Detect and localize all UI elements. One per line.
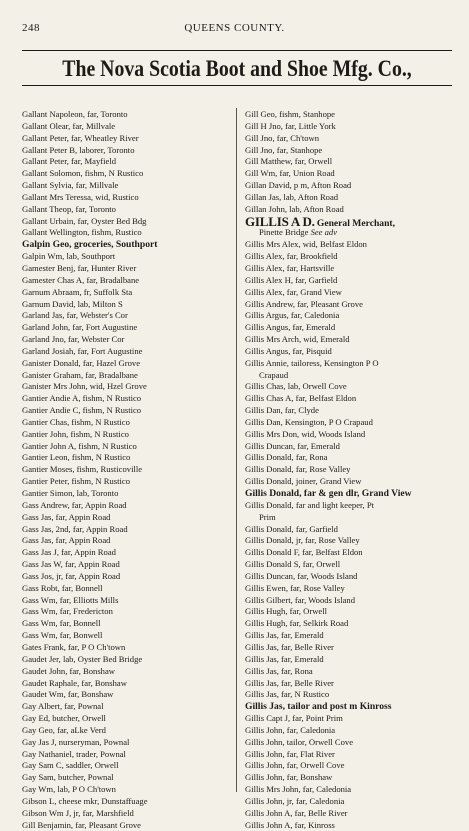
directory-entry: Gill Matthew, far, Orwell [245, 156, 333, 167]
directory-entry: Ganister Donald, far, Hazel Grove [22, 357, 141, 368]
directory-entry: Ganister Mrs John, wid, Hzel Grove [22, 381, 147, 392]
directory-entry: Gillis Ewen, far, Rose Valley [245, 582, 345, 593]
directory-entry: Gillis Mrs Don, wid, Woods Island [245, 428, 366, 439]
directory-entry: Gaudet John, far, Bonshaw [22, 665, 115, 676]
directory-entry: Gillis Angus, far, Emerald [245, 322, 336, 333]
directory-entry: Gillis John, tailor, Orwell Cove [245, 736, 354, 747]
directory-entry: Gill Benjamin, far, Pleasant Grove [22, 819, 141, 830]
directory-entry: Gay Jas J, nurseryman, Pownal [22, 736, 130, 747]
banner-title: The Nova Scotia Boot and Shoe Mfg. Co., [62, 56, 412, 81]
directory-entry: Gillis John, far, Orwell Cove [245, 760, 345, 771]
directory-entry: Gillan John, lab, Afton Road [245, 203, 344, 214]
directory-entry: Gillis John, far, Bonshaw [245, 772, 333, 783]
directory-entry: Gillis Jas, far, Emerald [245, 653, 324, 664]
directory-entry: Gillis Angus, far, Pisquid [245, 345, 332, 356]
merchant-ad-name: GILLIS A D. [245, 213, 315, 229]
directory-entry: Gillis Annie, tailoress, Kensington P O [245, 357, 379, 368]
directory-entry: Gantier Peter, fishm, N Rustico [22, 476, 131, 487]
directory-entry: Gay Sam C, saddler, Orwell [22, 760, 119, 771]
directory-entry: Gallant Sylvia, far, Millvale [22, 180, 119, 191]
directory-entry: Gillis Donald, joiner, Grand View [245, 476, 362, 487]
directory-entry: Gillis Dan, far, Clyde [245, 405, 319, 416]
directory-entry: Gallant Napoleon, far, Toronto [22, 109, 128, 119]
directory-entry: Gallant Peter, far, Wheatley River [22, 132, 139, 143]
directory-entry: Gill Jno, far, Stanhope [245, 144, 323, 155]
directory-entry: Gillis Gilbert, far, Woods Island [245, 594, 356, 605]
directory-entry: Gillis Andrew, far, Pleasant Grove [245, 298, 363, 309]
directory-entry: Gillan David, p m, Afton Road [245, 180, 352, 191]
directory-entry: Gass Wm, far, Elliotts Mills [22, 594, 119, 605]
directory-entry: Gillis Mrs Arch, wid, Emerald [245, 334, 350, 345]
directory-entry: Gamester Benj, far, Hunter River [22, 262, 137, 273]
directory-entry: Gass Jas, 2nd, far, Appin Road [22, 523, 128, 534]
directory-entry: Gillis Jas, far, Rona [245, 665, 313, 676]
right-column-top [245, 109, 455, 216]
right-column [245, 109, 455, 830]
directory-entry: Gillis Capt J, far, Point Prim [245, 713, 343, 724]
directory-entry: Gillis Jas, far, Belle River [245, 641, 334, 652]
directory-entry: Gay Geo, far, aLke Verd [22, 724, 106, 735]
directory-entry-continuation: Crapaud [259, 369, 289, 380]
directory-entry: Gillis Donald F, far, Belfast Eldon [245, 547, 363, 558]
directory-entry: Gates Frank, far, P O Ch'town [22, 641, 126, 652]
directory-entry: Gallant Olear, far, Millvale [22, 120, 116, 131]
directory-entry: Gay Sam, butcher, Pownal [22, 772, 114, 783]
directory-entry: Gillan Jas, lab, Afton Road [245, 191, 339, 202]
directory-entry: Gay Albert, far, Pownal [22, 701, 104, 712]
directory-entry: Gass Jas, far, Appin Road [22, 511, 111, 522]
directory-entry: Gillis Duncan, far, Woods Island [245, 570, 358, 581]
directory-entry: Gaudet Jer, lab, Oyster Bed Bridge [22, 653, 143, 664]
directory-entry: Gillis Argus, far, Caledonia [245, 310, 340, 321]
directory-entry: Gay Ed, butcher, Orwell [22, 713, 106, 724]
directory-entry: Garland Josiah, far, Fort Augustine [22, 345, 143, 356]
directory-entry: Gillis John, far, Caledonia [245, 724, 336, 735]
directory-entry: Gass Robt, far, Bonnell [22, 582, 103, 593]
directory-entry: Gallant Wellington, fishm, Rustico [22, 227, 142, 238]
directory-entry: Garnum Abraam, fr, Suffolk Sta [22, 286, 133, 297]
directory-entry: Gill Geo, fishm, Stanhope [245, 109, 335, 119]
directory-entry: Gillis Chas, lab, Orwell Cove [245, 381, 347, 392]
directory-entry: Gantier Andie A, fishm, N Rustico [22, 393, 142, 404]
directory-entry: Gantier John A, fishm, N Rustico [22, 440, 137, 451]
advertisement-banner [22, 50, 452, 86]
directory-entry: Gass Jas W, far, Appin Road [22, 559, 120, 570]
directory-entry: Gill Wm, far, Union Road [245, 168, 335, 179]
directory-entry: Gallant Peter, far, Mayfield [22, 156, 117, 167]
directory-entry: Gillis Donald, far, Rona [245, 452, 328, 463]
directory-entry: Gantier John, fishm, N Rustico [22, 428, 129, 439]
directory-entry: Gallant Theop, far, Toronto [22, 203, 116, 214]
merchant-ad-note: See adv [310, 227, 338, 238]
merchant-ad-place-line [245, 227, 455, 239]
left-column [22, 109, 227, 830]
directory-entry: Gillis Donald, far & gen dlr, Grand View [245, 488, 412, 499]
page-header [22, 22, 447, 36]
directory-entry: Gill H Jno, far, Little York [245, 120, 336, 131]
directory-entry: Gillis Donald, jr, far, Rose Valley [245, 535, 360, 546]
directory-entry: Gillis Jas, tailor and post m Kinross [245, 701, 392, 713]
directory-entry: Gillis Duncan, far, Emerald [245, 440, 340, 451]
directory-entry: Gill Jno, far, Ch'town [245, 132, 320, 143]
directory-entry: Garland Jas, far, Webster's Cor [22, 310, 128, 321]
merchant-ad-trade: General Merchant, [316, 217, 396, 229]
directory-entry: Gillis Jas, far, Emerald [245, 630, 324, 641]
directory-entry: Ganister Graham, far, Bradalbane [22, 369, 138, 380]
directory-entry: Gillis Alex H, far, Garfield [245, 274, 338, 285]
directory-entry: Garnum David, lab, Milton S [22, 298, 123, 309]
directory-entry: Gass Andrew, far, Appin Road [22, 499, 127, 510]
directory-entry: Gallant Peter B, laborer, Toronto [22, 144, 135, 155]
right-column-entries [245, 239, 455, 831]
directory-entry: Gillis Mrs Alex, wid, Belfast Eldon [245, 239, 367, 250]
directory-entry: Gallant Solomon, fishm, N Rustico [22, 168, 144, 179]
directory-entry: Gallant Mrs Teressa, wid, Rustico [22, 191, 139, 202]
directory-entry: Gillis Chas A, far, Belfast Eldon [245, 393, 357, 404]
directory-entry: Gillis Dan, Kensington, P O Crapaud [245, 416, 373, 427]
directory-entry: Gillis Alex, far, Brookfield [245, 251, 338, 262]
directory-entry: Gillis John A, far, Kinross [245, 819, 335, 830]
directory-entry: Gass Wm, far, Fredericton [22, 606, 113, 617]
county-heading: QUEENS COUNTY. [184, 22, 285, 34]
directory-entry: Gillis Hugh, far, Orwell [245, 606, 327, 617]
directory-entry: Gibson L, cheese mkr, Dunstaffuage [22, 795, 148, 806]
column-divider [236, 108, 237, 792]
directory-entry: Gass Wm, far, Bonnell [22, 618, 101, 629]
directory-entry: Gillis John A, far, Belle River [245, 807, 348, 818]
directory-entry: Gibson Wm J, jr, far, Marshfield [22, 807, 134, 818]
directory-entry: Gamester Chas A, far, Bradalbane [22, 274, 140, 285]
merchant-ad-heading [245, 213, 455, 229]
merchant-ad-place: Pinette Bridge [259, 227, 309, 238]
directory-entry: Gass Wm, far, Bonwell [22, 630, 103, 641]
directory-entry: Gallant Urbain, far, Oyster Bed Bdg [22, 215, 147, 226]
directory-entry: Gay Nathaniel, trader, Pownal [22, 748, 126, 759]
directory-entry: Gillis Donald, far and light keeper, Pt [245, 499, 375, 510]
directory-entry: Gillis Alex, far, Hartsville [245, 262, 335, 273]
directory-entry: Gass Jas J, far, Appin Road [22, 547, 116, 558]
directory-entry: Gantier Leon, fishm, N Rustico [22, 452, 131, 463]
directory-entry: Galpin Geo, groceries, Southport [22, 239, 158, 251]
directory-entry-continuation: Prim [259, 511, 276, 522]
directory-entry: Gillis Hugh, far, Selkirk Road [245, 618, 349, 629]
directory-entry: Gillis John, far, Flat River [245, 748, 335, 759]
directory-entry: Gillis Jas, far, N Rustico [245, 689, 330, 700]
directory-entry: Gass Jas, far, Appin Road [22, 535, 111, 546]
directory-entry: Gaudet Wm, far, Bonshaw [22, 689, 114, 700]
directory-entry: Gillis Donald S, far, Orwell [245, 559, 341, 570]
directory-entry: Garland Jno, far, Webster Cor [22, 334, 125, 345]
directory-entry: Gillis Jas, far, Belle River [245, 677, 334, 688]
directory-entry: Gillis John, jr, far, Caledonia [245, 795, 345, 806]
directory-entry: Gillis Mrs John, far, Caledonia [245, 784, 352, 795]
directory-entry: Gay Wm, lab, P O Ch'town [22, 784, 116, 795]
directory-entry: Gantier Moses, fishm, Rusticoville [22, 464, 143, 475]
directory-entry: Gaudet Raphale, far, Bonshaw [22, 677, 127, 688]
directory-entry: Gillis Donald, far, Rose Valley [245, 464, 351, 475]
directory-entry: Gillis Donald, far, Garfield [245, 523, 338, 534]
directory-entry: Garland John, far, Fort Augustine [22, 322, 138, 333]
directory-entry: Gantier Andie C, fishm, N Rustico [22, 405, 142, 416]
directory-entry: Galpin Wm, lab, Southport [22, 251, 116, 262]
directory-entry: Gantier Chas, fishm, N Rustico [22, 416, 130, 427]
directory-entry: Gass Jos, jr, far, Appin Road [22, 570, 121, 581]
directory-entry: Gillis Alex, far, Grand View [245, 286, 342, 297]
page-number: 248 [22, 22, 40, 34]
directory-entry: Gantier Simon, lab, Toronto [22, 488, 119, 498]
